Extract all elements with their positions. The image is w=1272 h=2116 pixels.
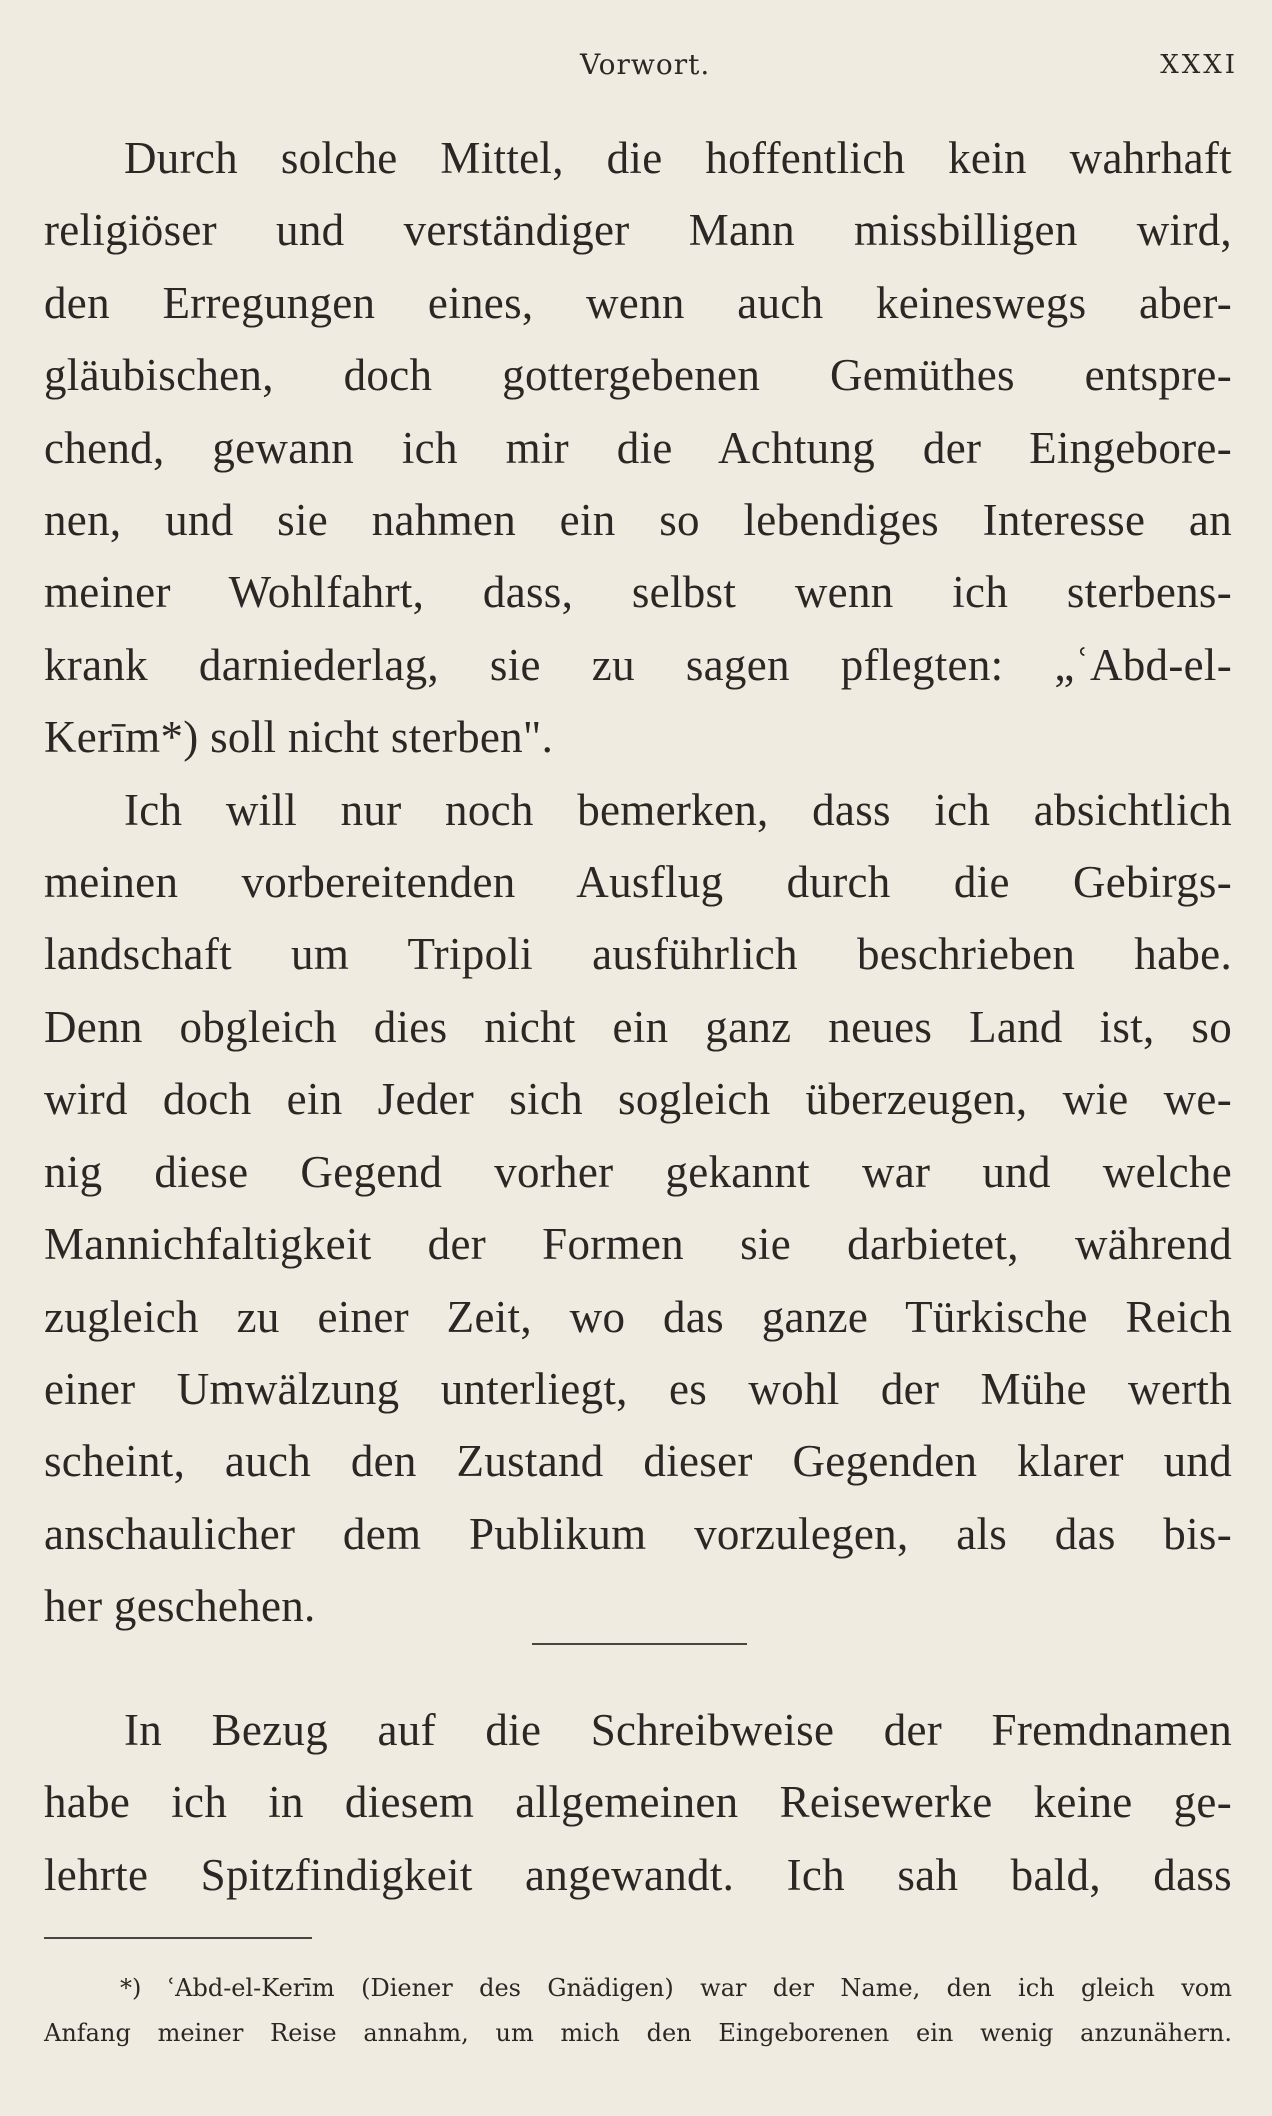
paragraph-2 [44, 774, 1232, 1643]
text-line: krank darniederlag, sie zu sagen pflegten: „ʿAbd-el- [44, 639, 1232, 690]
text-line: scheint, auch den Zustand dieser Gegenden klarer und [44, 1436, 1232, 1487]
page-number: XXXI [1160, 50, 1238, 80]
text-line: landschaft um Tripoli ausführlich beschrieben habe. [44, 929, 1232, 980]
text-line: Kerīm*) soll nicht sterben". [44, 712, 554, 763]
text-line: meiner Wohlfahrt, dass, selbst wenn ich sterbens- [44, 567, 1232, 618]
text-line: wird doch ein Jeder sich sogleich überzeugen, wie we- [44, 1074, 1232, 1125]
footnote-line: *) ʿAbd-el-Kerīm (Diener des Gnädigen) war der Name, den ich gleich vom [120, 1974, 1232, 2002]
text-line: Denn obgleich dies nicht ein ganz neues Land ist, so [44, 1001, 1232, 1052]
section-divider [532, 1643, 747, 1645]
text-line: nig diese Gegend vorher gekannt war und welche [44, 1146, 1232, 1197]
text-line: habe ich in diesem allgemeinen Reisewerke keine ge- [44, 1777, 1232, 1828]
text-line: Mannichfaltigkeit der Formen sie darbietet, während [44, 1219, 1232, 1270]
text-line: nen, und sie nahmen ein so lebendiges Interesse an [44, 495, 1232, 546]
main-text [44, 122, 1232, 1643]
paragraph-3 [44, 1694, 1232, 1911]
paragraph-1 [44, 122, 1232, 774]
text-line: religiöser und verständiger Mann missbilligen wird, [44, 205, 1232, 256]
running-title: Vorwort. [580, 48, 711, 81]
text-line: Ich will nur noch bemerken, dass ich absichtlich [124, 784, 1232, 835]
text-line: her geschehen. [44, 1581, 316, 1632]
footnote-line: Anfang meiner Reise annahm, um mich den Eingeborenen ein wenig anzunähern. [44, 2019, 1232, 2047]
text-line: anschaulicher dem Publikum vorzulegen, als das bis- [44, 1508, 1232, 1559]
text-line: Durch solche Mittel, die hoffentlich kein wahrhaft [124, 133, 1232, 183]
text-line: einer Umwälzung unterliegt, es wohl der Mühe werth [44, 1363, 1232, 1414]
text-line: chend, gewann ich mir die Achtung der Eingebore- [44, 422, 1232, 473]
text-line: zugleich zu einer Zeit, wo das ganze Türkische Reich [44, 1291, 1232, 1342]
text-line: gläubischen, doch gottergebenen Gemüthes entspre- [44, 350, 1232, 401]
text-line: In Bezug auf die Schreibweise der Fremdnamen [124, 1705, 1232, 1755]
footnote-divider [44, 1937, 312, 1939]
text-line: lehrte Spitzfindigkeit angewandt. Ich sah bald, dass [44, 1849, 1232, 1900]
text-line: meinen vorbereitenden Ausflug durch die Gebirgs- [44, 857, 1232, 908]
running-header [0, 48, 1272, 88]
main-text-continued [44, 1694, 1232, 1911]
text-line: den Erregungen eines, wenn auch keineswegs aber- [44, 277, 1232, 328]
footnote [44, 1966, 1232, 2056]
